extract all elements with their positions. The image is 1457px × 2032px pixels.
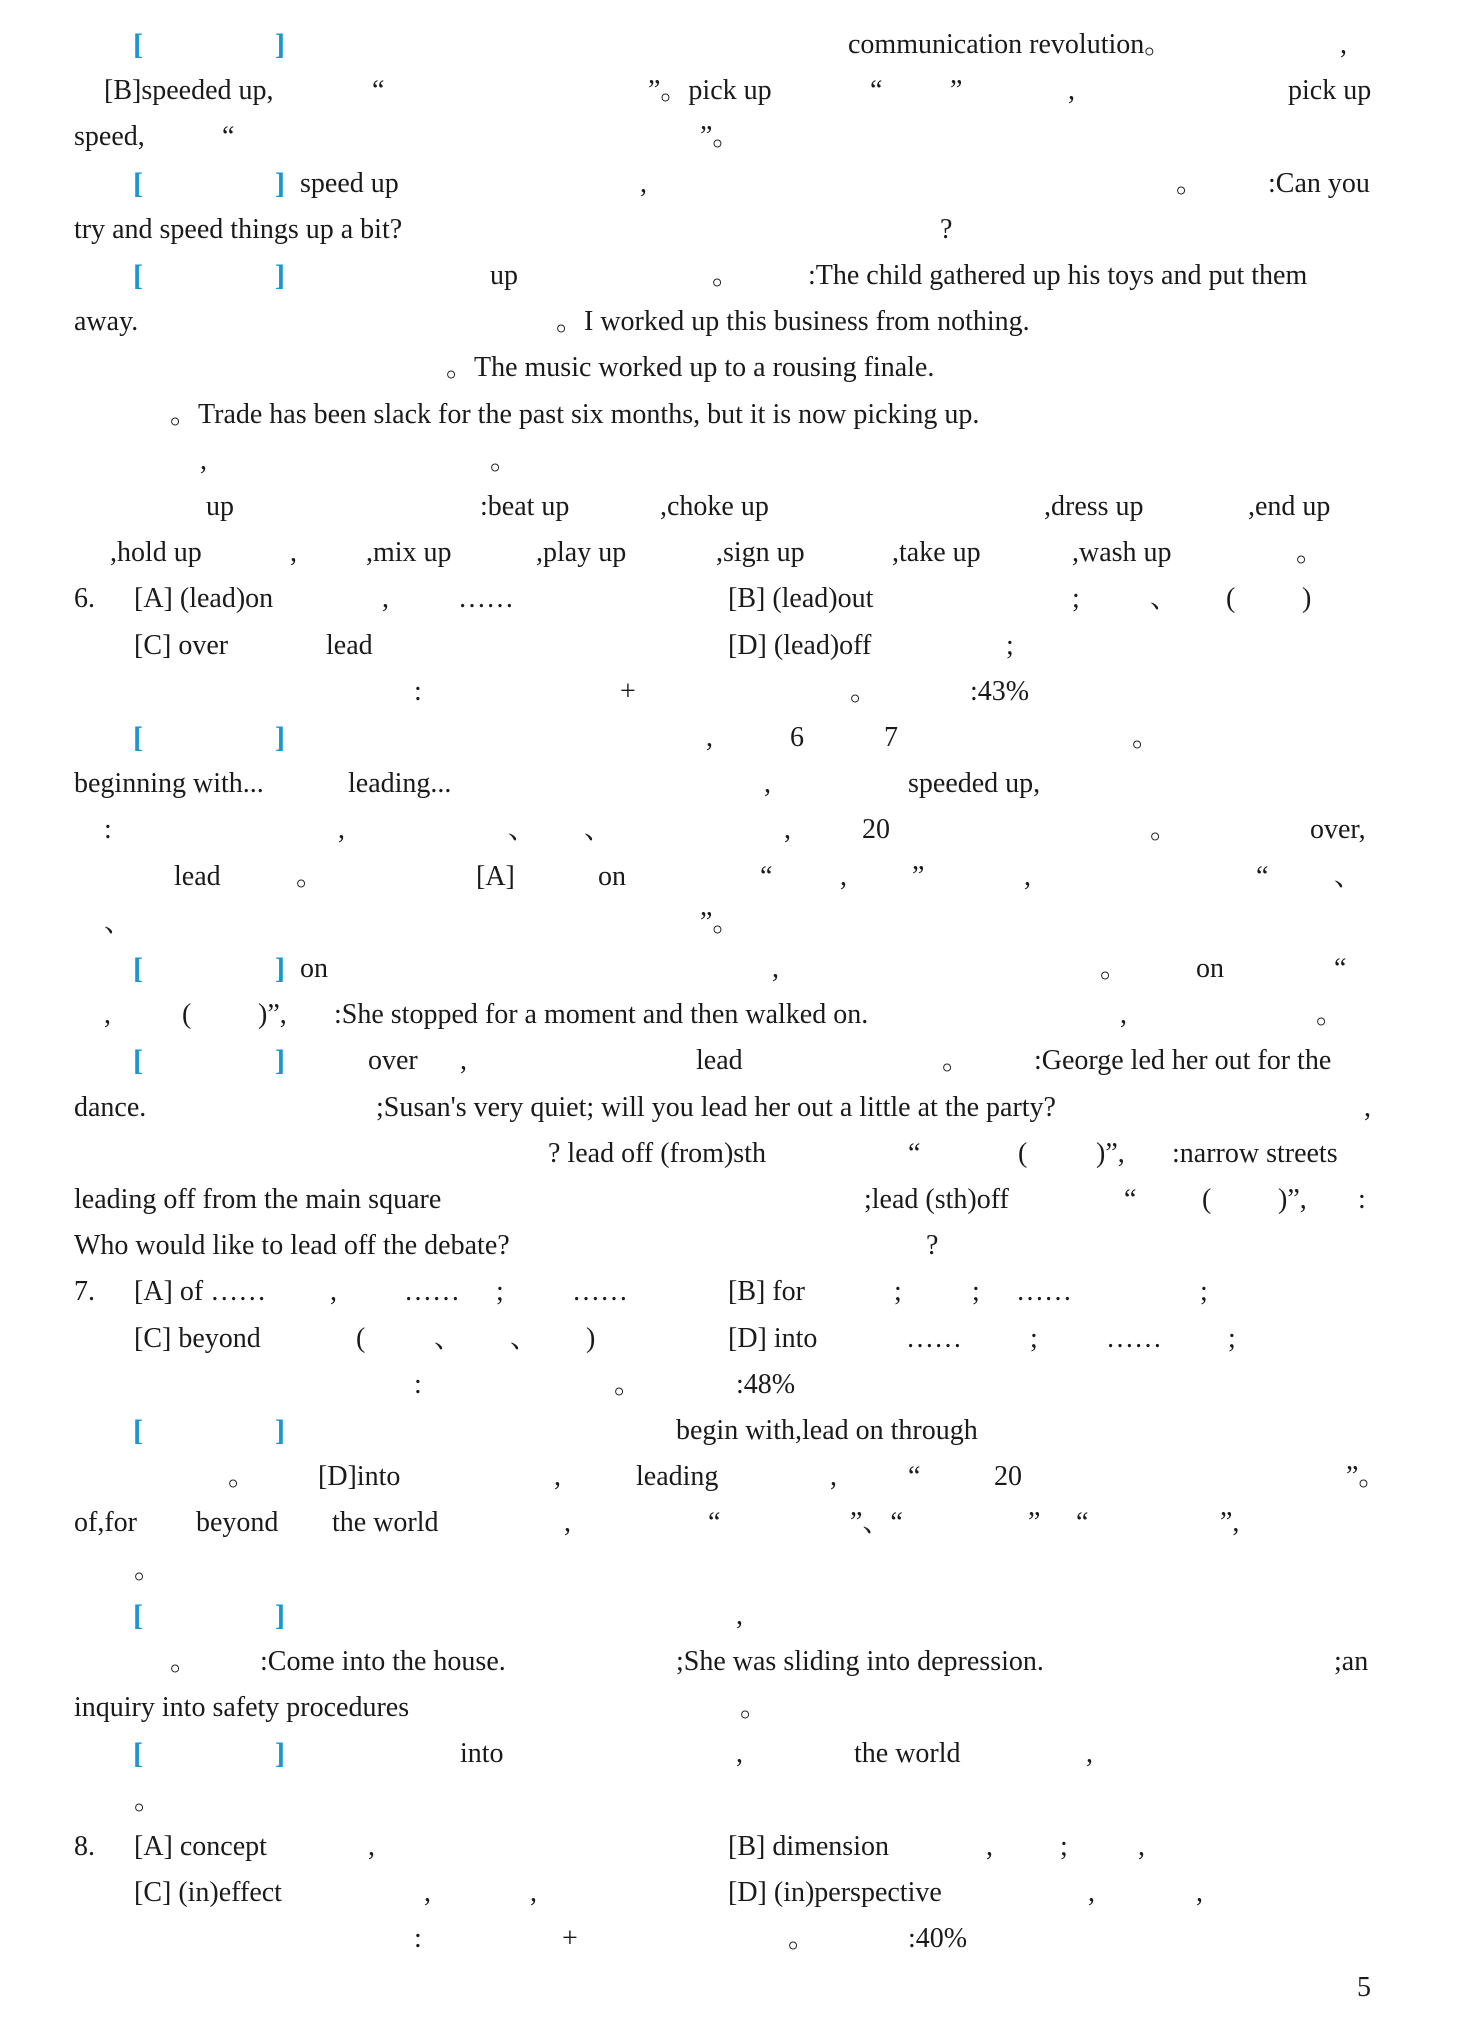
text-fragment: , bbox=[1086, 1738, 1093, 1769]
text-fragment: [A] concept bbox=[134, 1831, 267, 1862]
text-fragment: , bbox=[1196, 1877, 1203, 1908]
text-fragment: ; bbox=[1228, 1323, 1236, 1354]
text-fragment: 。 bbox=[490, 445, 519, 476]
text-fragment: :George led her out for the bbox=[1034, 1045, 1332, 1076]
text-fragment: [C] (in)effect bbox=[134, 1877, 282, 1908]
text-fragment: the world bbox=[854, 1738, 961, 1769]
text-fragment: begin with,lead on through bbox=[676, 1415, 978, 1446]
text-fragment: “ bbox=[908, 1138, 921, 1169]
text-fragment: ,play up bbox=[536, 537, 627, 568]
text-fragment: :beat up bbox=[480, 491, 570, 522]
text-fragment: : bbox=[104, 814, 112, 845]
text-fragment: into bbox=[460, 1738, 504, 1769]
text-fragment: , bbox=[564, 1507, 571, 1538]
text-fragment: ” bbox=[1028, 1507, 1041, 1538]
text-fragment: ”、“ bbox=[850, 1507, 903, 1538]
bracket-left: [ bbox=[133, 28, 143, 61]
bracket-right: ] bbox=[275, 1044, 285, 1077]
text-fragment: ”。 bbox=[700, 121, 741, 152]
bracket-right: ] bbox=[275, 28, 285, 61]
text-fragment: “ bbox=[908, 1461, 921, 1492]
text-fragment: inquiry into safety procedures bbox=[74, 1692, 410, 1723]
text-fragment: [B]speeded up, bbox=[104, 75, 274, 106]
text-fragment: 。 bbox=[1296, 537, 1325, 568]
text-fragment: 。 bbox=[712, 260, 741, 291]
text-fragment: 、 bbox=[508, 814, 537, 845]
text-fragment: ,end up bbox=[1248, 491, 1331, 522]
text-fragment: leading... bbox=[348, 768, 452, 799]
text-fragment: “ bbox=[1076, 1507, 1089, 1538]
text-fragment: beyond bbox=[196, 1507, 279, 1538]
text-fragment: “ bbox=[372, 75, 385, 106]
text-fragment: , bbox=[736, 1738, 743, 1769]
text-fragment: ,sign up bbox=[716, 537, 805, 568]
text-fragment: 6. bbox=[74, 583, 95, 614]
text-fragment: ”。pick up bbox=[648, 75, 772, 106]
text-fragment: 。The music worked up to a rousing finale. bbox=[446, 352, 935, 383]
text-fragment: on bbox=[598, 861, 626, 892]
text-fragment: , bbox=[1340, 29, 1347, 60]
text-fragment: “ bbox=[1334, 953, 1347, 984]
text-fragment: 。I worked up this business from nothing. bbox=[556, 306, 1030, 337]
text-fragment: , bbox=[554, 1461, 561, 1492]
text-fragment: ; bbox=[1030, 1323, 1038, 1354]
text-fragment: [D] (in)perspective bbox=[728, 1877, 942, 1908]
text-fragment: :She stopped for a moment and then walked on. bbox=[334, 999, 869, 1030]
text-fragment: , bbox=[784, 814, 791, 845]
text-fragment: “ bbox=[708, 1507, 721, 1538]
text-fragment: ) bbox=[1302, 583, 1312, 614]
text-fragment: on bbox=[1196, 953, 1224, 984]
text-fragment: , bbox=[1120, 999, 1127, 1030]
text-fragment: “ bbox=[870, 75, 883, 106]
text-fragment: ”, bbox=[1220, 1507, 1240, 1538]
text-fragment: away. bbox=[74, 306, 139, 337]
text-fragment: ; bbox=[894, 1276, 902, 1307]
text-fragment: , bbox=[424, 1877, 431, 1908]
text-fragment: ;She was sliding into depression. bbox=[676, 1646, 1044, 1677]
text-fragment: :43% bbox=[970, 676, 1030, 707]
text-fragment: Who would like to lead off the debate? bbox=[74, 1230, 510, 1261]
bracket-left: [ bbox=[133, 259, 143, 292]
text-fragment: )”, bbox=[1278, 1184, 1307, 1215]
bracket-right: ] bbox=[275, 1414, 285, 1447]
text-fragment: , bbox=[290, 537, 297, 568]
text-fragment: 、 bbox=[1150, 583, 1179, 614]
text-fragment: 。 bbox=[850, 676, 879, 707]
text-fragment: + bbox=[562, 1923, 578, 1954]
text-fragment: [C] over bbox=[134, 630, 229, 661]
text-fragment: , bbox=[460, 1045, 467, 1076]
bracket-left: [ bbox=[133, 167, 143, 200]
text-fragment: leading off from the main square bbox=[74, 1184, 442, 1215]
text-fragment: 。 bbox=[134, 1785, 163, 1816]
text-fragment: …… bbox=[572, 1276, 628, 1307]
text-fragment: ; bbox=[1006, 630, 1014, 661]
text-fragment: 。 bbox=[228, 1461, 257, 1492]
text-fragment: [D]into bbox=[318, 1461, 401, 1492]
text-fragment: “ bbox=[1124, 1184, 1137, 1215]
text-fragment: of,for bbox=[74, 1507, 137, 1538]
text-fragment: , bbox=[104, 999, 111, 1030]
text-fragment: 。 bbox=[170, 1646, 199, 1677]
text-fragment: ( bbox=[356, 1323, 366, 1354]
text-fragment: [D] into bbox=[728, 1323, 818, 1354]
text-fragment: “ bbox=[760, 861, 773, 892]
text-fragment: ? lead off (from)sth bbox=[548, 1138, 766, 1169]
bracket-right: ] bbox=[275, 259, 285, 292]
text-fragment: 。 bbox=[1132, 722, 1161, 753]
text-fragment: [B] dimension bbox=[728, 1831, 889, 1862]
text-fragment: : bbox=[414, 1923, 422, 1954]
bracket-right: ] bbox=[275, 1737, 285, 1770]
text-fragment: 、 bbox=[1334, 861, 1363, 892]
text-fragment: speeded up, bbox=[908, 768, 1041, 799]
text-fragment: 。 bbox=[1100, 953, 1129, 984]
bracket-left: [ bbox=[133, 1599, 143, 1632]
text-fragment: 。 bbox=[1176, 168, 1205, 199]
text-fragment: , bbox=[368, 1831, 375, 1862]
text-fragment: + bbox=[620, 676, 636, 707]
text-fragment: ? bbox=[940, 214, 953, 245]
text-fragment: ) bbox=[586, 1323, 596, 1354]
text-fragment: 。 bbox=[740, 1692, 769, 1723]
text-fragment: …… bbox=[906, 1323, 962, 1354]
text-fragment: :Come into the house. bbox=[260, 1646, 506, 1677]
text-fragment: :48% bbox=[736, 1369, 796, 1400]
text-fragment: , bbox=[338, 814, 345, 845]
text-fragment: 7. bbox=[74, 1276, 95, 1307]
text-fragment: ; bbox=[1060, 1831, 1068, 1862]
text-fragment: “ bbox=[222, 121, 235, 152]
text-fragment: ( bbox=[1226, 583, 1236, 614]
text-fragment: ; bbox=[496, 1276, 504, 1307]
text-fragment: on bbox=[300, 953, 328, 984]
text-fragment: 8. bbox=[74, 1831, 95, 1862]
bracket-right: ] bbox=[275, 721, 285, 754]
text-fragment: ; bbox=[972, 1276, 980, 1307]
text-fragment: , bbox=[530, 1877, 537, 1908]
text-fragment: , bbox=[1088, 1877, 1095, 1908]
text-fragment: , bbox=[772, 953, 779, 984]
text-fragment: ,dress up bbox=[1044, 491, 1144, 522]
text-fragment: : bbox=[414, 1369, 422, 1400]
text-fragment: ;lead (sth)off bbox=[864, 1184, 1009, 1215]
text-fragment: , bbox=[1364, 1092, 1371, 1123]
text-fragment: , bbox=[764, 768, 771, 799]
text-fragment: 、 bbox=[584, 814, 613, 845]
text-fragment: ,mix up bbox=[366, 537, 452, 568]
text-fragment: 。 bbox=[1316, 999, 1345, 1030]
text-fragment: ;Susan's very quiet; will you lead her out a little at the party? bbox=[376, 1092, 1056, 1123]
text-fragment: ”。 bbox=[700, 907, 741, 938]
text-fragment: 7 bbox=[884, 722, 898, 753]
text-fragment: [A] (lead)on bbox=[134, 583, 274, 614]
text-fragment: :narrow streets bbox=[1172, 1138, 1338, 1169]
bracket-left: [ bbox=[133, 1044, 143, 1077]
text-fragment: , bbox=[830, 1461, 837, 1492]
text-fragment: leading bbox=[636, 1461, 719, 1492]
text-fragment: 。 bbox=[788, 1923, 817, 1954]
text-fragment: …… bbox=[404, 1276, 460, 1307]
text-fragment: , bbox=[1138, 1831, 1145, 1862]
text-fragment: lead bbox=[696, 1045, 743, 1076]
bracket-right: ] bbox=[275, 1599, 285, 1632]
text-fragment: over, bbox=[1310, 814, 1366, 845]
text-fragment: 20 bbox=[994, 1461, 1022, 1492]
text-fragment: ” bbox=[912, 861, 925, 892]
text-fragment: ? bbox=[926, 1230, 939, 1261]
text-fragment: :The child gathered up his toys and put them bbox=[808, 260, 1308, 291]
text-fragment: , bbox=[986, 1831, 993, 1862]
text-fragment: )”, bbox=[258, 999, 287, 1030]
text-fragment: ( bbox=[1202, 1184, 1212, 1215]
text-fragment: 、 bbox=[510, 1323, 539, 1354]
bracket-left: [ bbox=[133, 721, 143, 754]
text-fragment: over bbox=[368, 1045, 418, 1076]
text-fragment: 。Trade has been slack for the past six months, but it is now picking up. bbox=[170, 399, 980, 430]
text-fragment: up bbox=[206, 491, 234, 522]
text-fragment: ,take up bbox=[892, 537, 981, 568]
text-fragment: : bbox=[1358, 1184, 1366, 1215]
text-fragment: ,choke up bbox=[660, 491, 769, 522]
text-fragment: , bbox=[736, 1600, 743, 1631]
text-fragment: 。 bbox=[614, 1369, 643, 1400]
text-fragment: [B] (lead)out bbox=[728, 583, 874, 614]
text-fragment: [B] for bbox=[728, 1276, 805, 1307]
text-fragment: …… bbox=[1106, 1323, 1162, 1354]
text-fragment: communication revolution。 bbox=[848, 29, 1173, 60]
text-fragment: 20 bbox=[862, 814, 890, 845]
text-fragment: lead bbox=[174, 861, 221, 892]
text-fragment: , bbox=[1024, 861, 1031, 892]
text-fragment: ; bbox=[1200, 1276, 1208, 1307]
text-fragment: pick up bbox=[1288, 75, 1372, 106]
text-fragment: 。 bbox=[296, 861, 325, 892]
text-fragment: try and speed things up a bit? bbox=[74, 214, 403, 245]
text-fragment: 、 bbox=[434, 1323, 463, 1354]
text-fragment: )”, bbox=[1096, 1138, 1125, 1169]
text-fragment: 。 bbox=[1150, 814, 1179, 845]
text-fragment: , bbox=[330, 1276, 337, 1307]
text-fragment: 、 bbox=[104, 907, 133, 938]
text-fragment: , bbox=[840, 861, 847, 892]
bracket-right: ] bbox=[275, 952, 285, 985]
text-fragment: ,wash up bbox=[1072, 537, 1172, 568]
text-fragment: “ bbox=[1256, 861, 1269, 892]
text-fragment: 6 bbox=[790, 722, 804, 753]
text-fragment: ,hold up bbox=[110, 537, 202, 568]
text-fragment: 。 bbox=[942, 1045, 971, 1076]
text-fragment: :Can you bbox=[1268, 168, 1370, 199]
text-fragment: ( bbox=[1018, 1138, 1028, 1169]
text-fragment: , bbox=[1068, 75, 1075, 106]
bracket-left: [ bbox=[133, 1414, 143, 1447]
text-fragment: dance. bbox=[74, 1092, 147, 1123]
text-fragment: …… bbox=[458, 583, 514, 614]
text-fragment: lead bbox=[326, 630, 373, 661]
text-fragment: [A] of …… bbox=[134, 1276, 267, 1307]
text-fragment: speed up bbox=[300, 168, 399, 199]
text-fragment: ”。 bbox=[1346, 1461, 1387, 1492]
text-fragment: the world bbox=[332, 1507, 439, 1538]
text-fragment: [C] beyond bbox=[134, 1323, 261, 1354]
text-fragment: , bbox=[706, 722, 713, 753]
text-fragment: ( bbox=[182, 999, 192, 1030]
text-fragment: :40% bbox=[908, 1923, 968, 1954]
text-fragment: : bbox=[414, 676, 422, 707]
text-fragment: 。 bbox=[134, 1554, 163, 1585]
text-fragment: [D] (lead)off bbox=[728, 630, 872, 661]
text-fragment: , bbox=[200, 445, 207, 476]
text-fragment: ; bbox=[1072, 583, 1080, 614]
page-number: 5 bbox=[1357, 1972, 1371, 2003]
text-fragment: , bbox=[382, 583, 389, 614]
text-fragment: speed, bbox=[74, 121, 145, 152]
text-fragment: ;an bbox=[1334, 1646, 1369, 1677]
text-fragment: , bbox=[640, 168, 647, 199]
text-fragment: …… bbox=[1016, 1276, 1072, 1307]
text-fragment: beginning with... bbox=[74, 768, 264, 799]
bracket-right: ] bbox=[275, 167, 285, 200]
text-fragment: up bbox=[490, 260, 518, 291]
bracket-left: [ bbox=[133, 1737, 143, 1770]
bracket-left: [ bbox=[133, 952, 143, 985]
text-fragment: ” bbox=[950, 75, 963, 106]
text-fragment: [A] bbox=[476, 861, 515, 892]
